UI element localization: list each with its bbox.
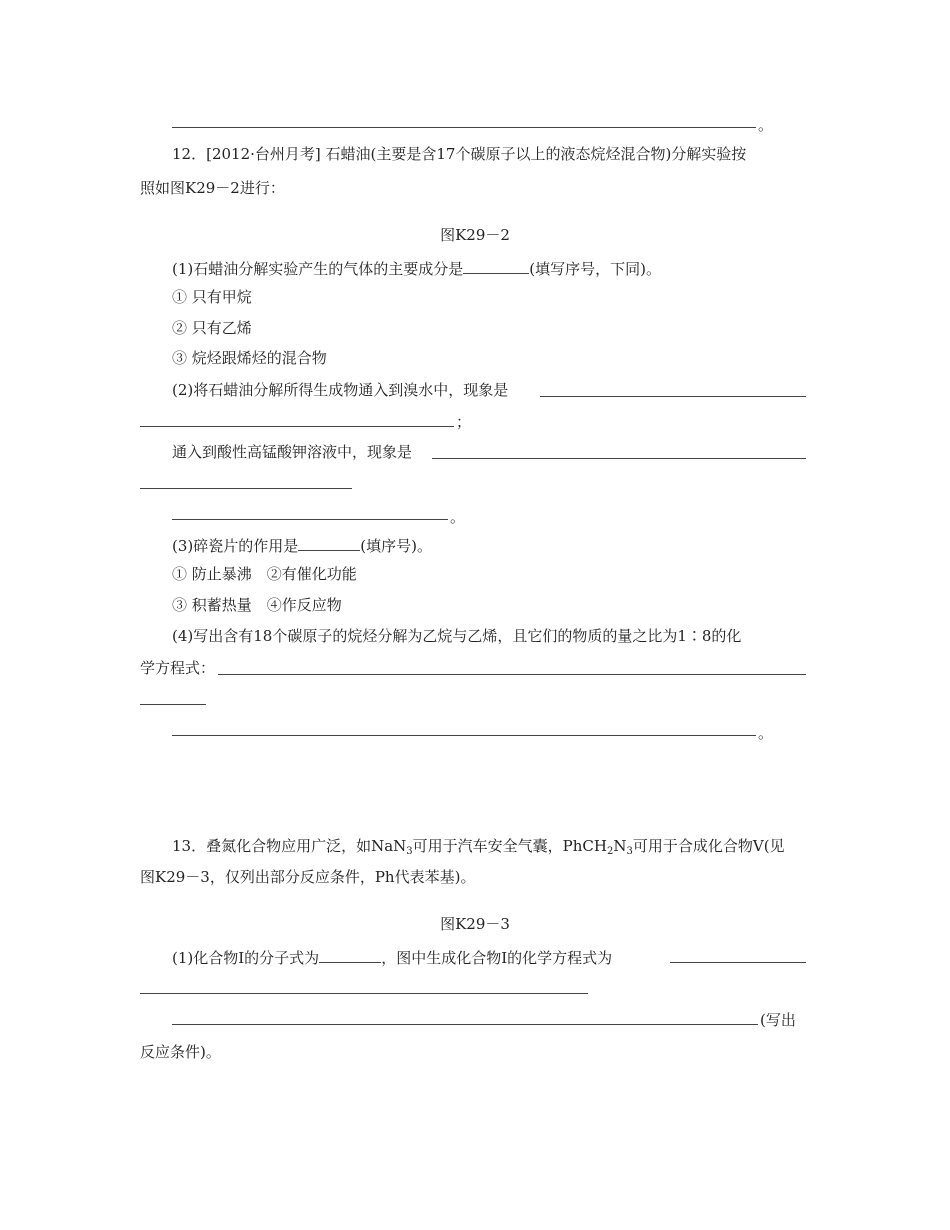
q12-part1 — [172, 257, 661, 279]
subscript: 3 — [406, 846, 413, 857]
q13-stem-text: 可用于合成化合物Ⅴ(见 — [632, 837, 785, 855]
answer-line[interactable] — [172, 127, 756, 128]
answer-line[interactable] — [540, 396, 806, 397]
q13-part1-line3: 反应条件)。 — [140, 1043, 221, 1061]
answer-line[interactable] — [670, 962, 806, 963]
period-mark: 。 — [450, 508, 466, 526]
part3-options-row2: ③ 积蓄热量 ④作反应物 — [172, 596, 342, 614]
answer-line[interactable] — [140, 993, 588, 994]
answer-line[interactable] — [172, 519, 448, 520]
answer-line[interactable] — [172, 1024, 758, 1025]
q12-stem-line2: 照如图K29－2进行： — [140, 179, 285, 197]
subscript: 2 — [606, 846, 614, 857]
answer-line[interactable] — [140, 704, 206, 705]
q12-stem-line1: 12．[2012·台州月考] 石蜡油(主要是含17个碳原子以上的液态烷烃混合物)分解实验按 — [172, 145, 747, 163]
q12-part2-kmno4: 通入到酸性高锰酸钾溶液中，现象是 — [172, 443, 413, 461]
q13-stem-line1 — [172, 836, 785, 856]
part3-options-row1: ① 防止暴沸 ②有催化功能 — [172, 565, 357, 583]
answer-blank[interactable] — [298, 534, 360, 551]
q12-part3-text: (3)碎瓷片的作用是 — [172, 537, 299, 555]
q12-part2: (2)将石蜡油分解所得生成物通入到溴水中，现象是 — [172, 381, 509, 399]
q13-stem-text: 可用于汽车安全气囊，PhCH — [412, 837, 607, 855]
q12-part3-suffix: (填序号)。 — [360, 537, 432, 555]
answer-line[interactable] — [432, 458, 806, 459]
option-2: ② 只有乙烯 — [172, 319, 252, 337]
q13-stem-line2: 图K29－3，仅列出部分反应条件，Ph代表苯基)。 — [140, 868, 476, 886]
q13-stem-text: 13．叠氮化合物应用广泛，如NaN — [172, 837, 407, 855]
q12-part1-text: (1)石蜡油分解实验产生的气体的主要成分是 — [172, 260, 464, 278]
q12-part4-line2: 学方程式： — [140, 659, 216, 677]
subscript: 3 — [626, 846, 633, 857]
period-mark: 。 — [758, 116, 774, 134]
q12-part1-suffix: (填写序号，下同)。 — [529, 260, 661, 278]
q13-part1 — [172, 946, 612, 968]
option-1: ① 只有甲烷 — [172, 288, 252, 306]
figure-caption-k29-2: 图K29－2 — [440, 226, 510, 244]
q12-part3 — [172, 534, 432, 556]
period-mark: 。 — [758, 724, 774, 742]
answer-line[interactable] — [140, 426, 454, 427]
answer-line[interactable] — [218, 674, 806, 675]
q13-part1-tail: (写出 — [760, 1011, 796, 1029]
option-3: ③ 烷烃跟烯烃的混合物 — [172, 349, 327, 367]
answer-line[interactable] — [140, 488, 352, 489]
q13-stem-text: N — [613, 837, 627, 855]
q12-part4-line1: (4)写出含有18个碳原子的烷烃分解为乙烷与乙烯，且它们的物质的量之比为1∶8的化 — [172, 627, 742, 645]
answer-line[interactable] — [172, 735, 756, 736]
q13-part1-text: (1)化合物Ⅰ的分子式为 — [172, 949, 320, 967]
q13-part1-mid: ，图中生成化合物Ⅰ的化学方程式为 — [381, 949, 613, 967]
answer-blank[interactable] — [463, 257, 529, 274]
answer-blank[interactable] — [319, 946, 381, 963]
figure-caption-k29-3: 图K29－3 — [440, 915, 510, 933]
semicolon-mark: ； — [456, 413, 472, 431]
